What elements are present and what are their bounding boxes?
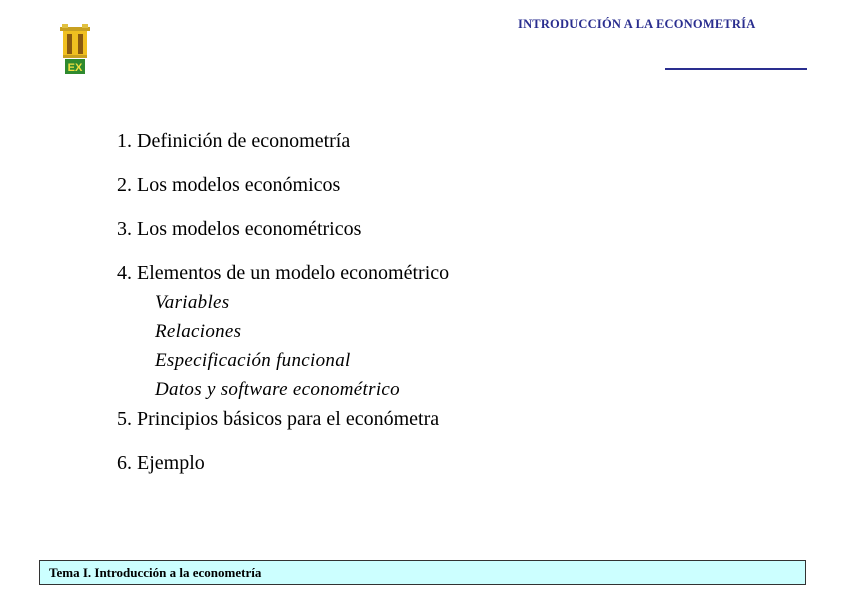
table-of-contents	[117, 127, 449, 493]
svg-text:EX: EX	[67, 62, 83, 74]
header-title: INTRODUCCIÓN A LA ECONOMETRÍA	[518, 17, 756, 31]
toc-item-2: 2. Los modelos económicos	[117, 174, 341, 196]
toc-item-3: 3. Los modelos econométricos	[117, 218, 362, 240]
toc-item-5: 5. Principios básicos para el económetra	[117, 408, 440, 430]
toc-subsection	[117, 289, 449, 405]
sub-item-variables: Variables	[155, 292, 230, 313]
toc-item-6: 6. Ejemplo	[117, 452, 205, 474]
sub-item-datos-software: Datos y software econométrico	[155, 379, 400, 400]
toc-item-1: 1. Definición de econometría	[117, 130, 351, 152]
sub-item-relaciones: Relaciones	[155, 321, 242, 342]
university-crest-icon	[59, 24, 91, 76]
sub-item-especificacion: Especificación funcional	[155, 350, 351, 371]
header-rule	[665, 68, 807, 70]
toc-item-4: 4. Elementos de un modelo econométrico	[117, 262, 450, 284]
footer-bar: Tema I. Introducción a la econometría	[39, 560, 806, 585]
sub-list	[117, 289, 449, 405]
